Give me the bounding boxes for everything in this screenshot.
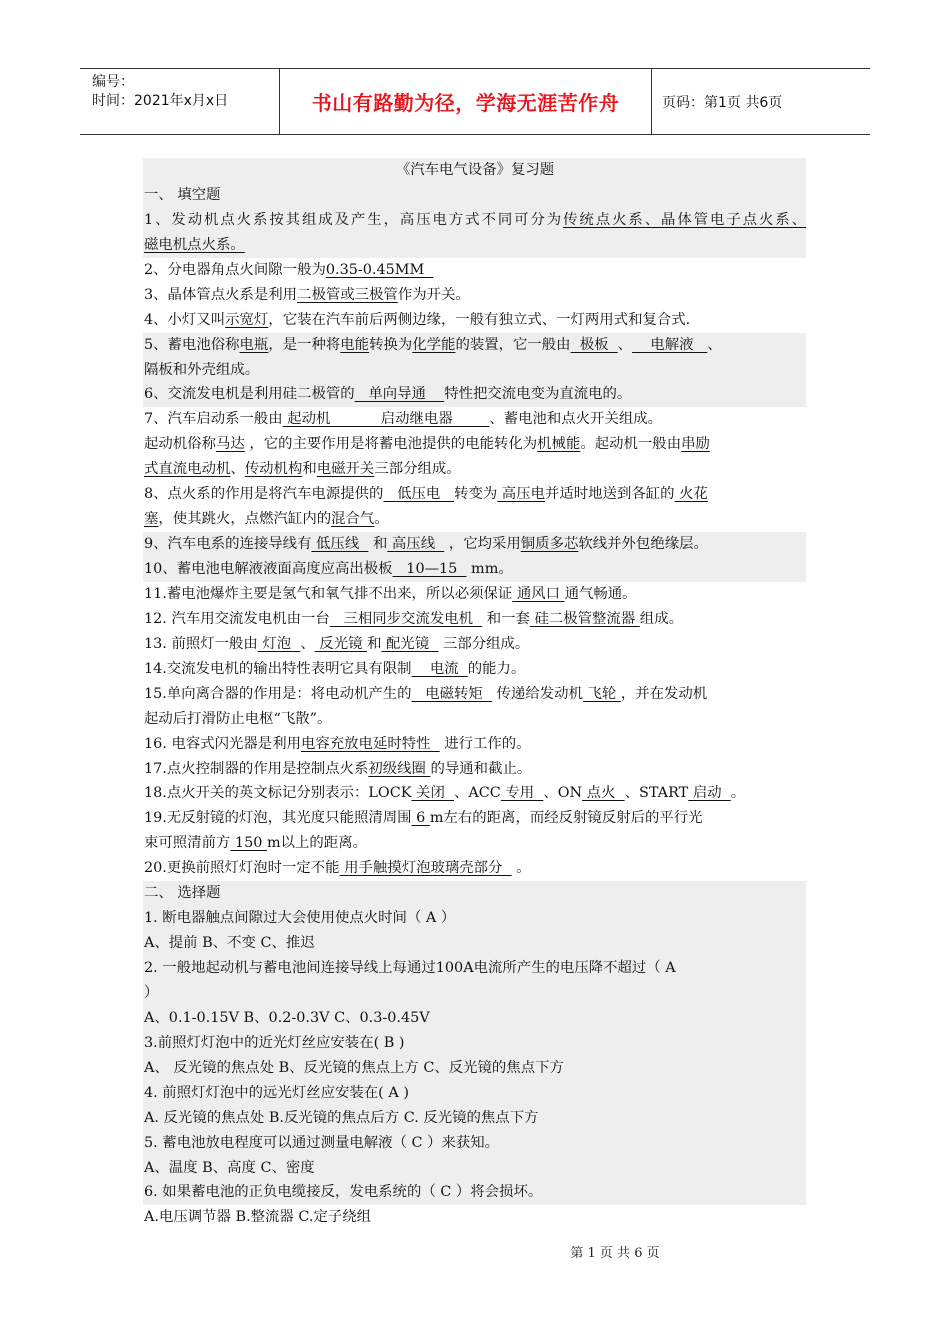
text-run: 作为开关。 [397, 286, 470, 303]
text-run: 并适时地送到各缸的 [544, 486, 675, 503]
text-line [143, 457, 806, 482]
text-run: 2、分电器角点火间隙一般为 [144, 261, 326, 278]
text-run: ，是一种将 [268, 336, 341, 353]
text-run: 、ON [543, 785, 583, 802]
answer-blank: 电容充放电延时特性 [300, 735, 440, 752]
text-run: 6、交流发电机是利用硅二极管的 [144, 386, 355, 403]
text-run: 。 [374, 511, 389, 528]
text-run: 19.无反射镜的灯泡，其光度只能照清周围 [144, 810, 412, 827]
text-line [143, 283, 806, 308]
text-line [143, 407, 806, 432]
text-line [143, 432, 806, 457]
text-run: 、 [707, 336, 722, 353]
text-run: 。 [730, 785, 746, 802]
text-line [143, 657, 806, 682]
text-run: 2. 一般地起动机与蓄电池间连接导线上每通过100A电流所产生的电压降不超过（ A [144, 960, 676, 976]
text-run: 的装置，它一般由 [455, 336, 571, 353]
answer-blank: 通风口 [512, 585, 565, 602]
answer-blank: 150 [230, 835, 267, 852]
text-run: 1. 断电器触点间隙过大会使用使点火时间（ A ） [144, 910, 456, 927]
answer-blank: 0.35-0.45MM [325, 261, 434, 278]
answer-blank: 传动机构 [244, 461, 303, 478]
answer-blank: 机械能 [537, 436, 581, 453]
answer-blank: 单向导通 [354, 386, 445, 403]
answer-blank: 示宽灯 [225, 311, 269, 328]
text-run: 5. 蓄电池放电程度可以通过测量电解液（ C ）来获知。 [144, 1134, 500, 1151]
answer-blank: 灯泡 [257, 635, 301, 652]
text-run: ，使其跳火，点燃汽缸内的 [158, 511, 332, 528]
text-run: 和一套 [482, 610, 530, 627]
text-run: mm。 [466, 561, 513, 577]
text-line [143, 906, 806, 931]
page-footer: 第 1 页 共 6 页 [570, 1246, 660, 1261]
answer-blank: 电解液 [632, 336, 708, 353]
text-line [143, 1006, 806, 1031]
text-run: 11.蓄电池爆炸主要是氢气和氧气排不出来，所以必须保证 [144, 585, 513, 602]
answer-blank: 三相同步交流发电机 [329, 610, 483, 627]
answer-blank: 启动 [688, 785, 731, 802]
text-run: 4、小灯又叫 [144, 311, 226, 328]
answer-blank: 高压电 [497, 486, 545, 503]
answer-blank: 点火 [582, 785, 625, 802]
text-line [143, 682, 806, 707]
text-run: m以上的距离。 [266, 835, 367, 852]
header-motto: 书山有路勤为径，学海无涯苦作舟 [280, 69, 652, 134]
text-run: ，并在发动机 [620, 685, 708, 702]
document-body [143, 158, 806, 1230]
text-run: 《汽车电气设备》复习题 [395, 162, 555, 178]
text-line [143, 1081, 806, 1106]
text-run: 1、发动机点火系按其组成及产生，高压电方式不同可分为 [144, 211, 564, 228]
text-run: 20.更换前照灯灯泡时一定不能 [144, 860, 340, 877]
text-run: 12. 汽车用交流发电机由一台 [144, 610, 330, 627]
answer-blank: 电磁开关 [316, 461, 375, 478]
text-run: ） [144, 984, 159, 1001]
answer-blank: 磁电机点火系。 [144, 236, 245, 253]
text-line [143, 532, 806, 557]
text-line [143, 358, 806, 383]
answer-blank: 硅二极管整流器 [529, 610, 640, 627]
text-line [143, 557, 806, 582]
text-run: 和 [302, 461, 317, 478]
text-run: 的导通和截止。 [430, 760, 532, 777]
text-line [143, 382, 806, 407]
text-line [143, 781, 806, 806]
text-line [143, 308, 806, 333]
answer-blank: 10—15 [392, 561, 467, 577]
text-run: 5、蓄电池俗称 [144, 336, 240, 353]
text-run: 起动后打滑防止电枢“飞散”。 [144, 710, 332, 727]
document-title [143, 158, 806, 183]
answer-blank: 火花 [674, 486, 708, 503]
text-line [143, 582, 806, 607]
answer-blank: 专用 [500, 785, 544, 802]
text-run: 一、 填空题 [144, 186, 221, 203]
text-run: 软线并外包绝缘层。 [578, 536, 708, 553]
text-run: 隔板和外壳组成。 [144, 361, 260, 378]
text-run: 通气畅通。 [564, 585, 637, 602]
serial-label: 编号： [92, 74, 134, 90]
text-run: A、 反光镜的焦点处 B、反光镜的焦点上方 C、反光镜的焦点下方 [144, 1059, 564, 1076]
answer-blank: 极板 [570, 336, 618, 353]
answer-blank: 飞轮 [582, 685, 621, 702]
text-run: 、 [617, 336, 633, 353]
answer-blank: 电瓶 [239, 336, 269, 353]
answer-blank: 用手触摸灯泡玻璃壳部分 [339, 860, 512, 877]
answer-blank: 塞 [144, 511, 159, 528]
text-line [143, 1106, 806, 1131]
text-run: 。 [511, 860, 531, 877]
text-run: 转换为 [369, 336, 413, 353]
text-line [143, 707, 806, 732]
answer-blank: 电流 [411, 660, 468, 677]
answer-blank: 式直流电动机 [144, 461, 231, 478]
answer-blank: 起动机 启动继电器 [282, 411, 490, 428]
text-run: 特性把交流电变为直流电的。 [444, 386, 632, 403]
text-run: 的能力。 [467, 660, 526, 677]
text-line [143, 1056, 806, 1081]
answer-blank: 电能 [340, 336, 370, 353]
text-run: A. 反光镜的焦点处 B.反光镜的焦点后方 C. 反光镜的焦点下方 [144, 1109, 539, 1126]
text-line [143, 233, 806, 258]
text-run: 和 [368, 536, 388, 553]
text-run: 束可照清前方 [144, 835, 231, 852]
answer-blank: 二极管或三极管 [297, 286, 398, 303]
answer-blank: 关闭 [411, 785, 454, 802]
text-line [143, 981, 806, 1006]
text-line [143, 931, 806, 956]
answer-blank: 低压电 [383, 486, 455, 503]
text-line [143, 732, 806, 757]
answer-blank: 初级线圈 [368, 760, 431, 777]
text-line [143, 607, 806, 632]
text-run: 16. 电容式闪光器是利用 [144, 735, 301, 752]
text-line [143, 482, 806, 507]
answer-blank: 混合气 [331, 511, 375, 528]
answer-blank: 串励 [681, 436, 710, 453]
answer-blank: 电磁转矩 [411, 685, 492, 702]
text-line [143, 757, 806, 782]
text-run: 4. 前照灯灯泡中的远光灯丝应安装在( A ) [144, 1084, 409, 1101]
answer-blank: 高压线 [387, 536, 445, 553]
answer-blank: 6 [411, 810, 430, 827]
text-run: 3.前照灯灯泡中的近光灯丝应安装在( B ) [144, 1034, 405, 1051]
answer-blank: 传统点火系、晶体管电子点火系、 [563, 211, 806, 228]
text-run: 3、晶体管点火系是利用 [144, 286, 298, 303]
text-run: 9、汽车电系的连接导线有 [144, 536, 312, 553]
answer-blank: 反光镜 [314, 635, 368, 652]
text-run: A、提前 B、不变 C、推迟 [144, 935, 315, 952]
text-run: 、 [300, 635, 315, 652]
text-line [143, 881, 806, 906]
text-line [143, 806, 806, 831]
text-run: 、 [230, 461, 245, 478]
text-line [143, 183, 806, 208]
answer-blank: 化学能 [412, 336, 456, 353]
text-run: 进行工作的。 [439, 735, 531, 752]
text-run: A、温度 B、高度 C、密度 [144, 1159, 315, 1176]
text-run: 二、 选择题 [144, 885, 221, 902]
text-run: 。起动机一般由 [580, 436, 682, 453]
text-line [143, 632, 806, 657]
text-run: m左右的距离，而经反射镜反射后的平行光 [429, 810, 703, 827]
text-line [143, 333, 806, 358]
text-run: 和 [367, 635, 382, 652]
text-line [143, 1180, 806, 1205]
text-run: 14.交流发电机的输出特性表明它具有限制 [144, 660, 412, 677]
answer-blank: 铜质多芯 [520, 536, 579, 553]
answer-blank: 马达 [215, 436, 245, 453]
text-run: 三部分组成。 [374, 461, 461, 478]
text-line [143, 1031, 806, 1056]
text-run: 18.点火开关的英文标记分别表示：LOCK [144, 785, 412, 802]
text-line [143, 856, 806, 881]
text-line [143, 831, 806, 856]
text-run: 13. 前照灯一般由 [144, 635, 258, 652]
text-run: 15.单向离合器的作用是：将电动机产生的 [144, 685, 412, 702]
text-line [143, 258, 806, 283]
text-line [143, 1205, 806, 1230]
text-line [143, 1131, 806, 1156]
text-run: 、ACC [454, 785, 501, 802]
text-run: ，它均采用 [444, 536, 521, 553]
text-run: 、蓄电池和点火开关组成。 [489, 411, 663, 428]
text-run: 8、点火系的作用是将汽车电源提供的 [144, 486, 384, 503]
text-line [143, 1156, 806, 1181]
text-run: A.电压调节器 B.整流器 C.定子绕组 [144, 1209, 372, 1226]
answer-blank: 配光镜 [381, 635, 439, 652]
header-page-label: 页码：第1页 共6页 [662, 94, 783, 111]
text-run: 、START [624, 785, 689, 802]
text-run: 17.点火控制器的作用是控制点火系 [144, 760, 369, 777]
text-line [143, 507, 806, 532]
date-label: 时间：2021年x月x日 [92, 93, 229, 109]
text-run: 6. 如果蓄电池的正负电缆接反，发电系统的（ C ）将会损坏。 [144, 1184, 543, 1201]
text-run: A、0.1-0.15V B、0.2-0.3V C、0.3-0.45V [144, 1009, 430, 1026]
text-line [143, 956, 806, 981]
text-run: 转变为 [454, 486, 498, 503]
answer-blank: 低压线 [311, 536, 369, 553]
document-header [80, 68, 870, 135]
text-run: ，它装在汽车前后两侧边缘，一般有独立式、一灯两用式和复合式. [268, 311, 691, 328]
header-meta [80, 69, 280, 134]
text-run: 起动机俗称 [144, 436, 216, 453]
text-run: 10、蓄电池电解液液面高度应高出极板 [144, 561, 393, 577]
text-run: 三部分组成。 [438, 635, 530, 652]
text-run: 组成。 [639, 610, 683, 627]
text-run: 传递给发动机 [491, 685, 583, 702]
text-line [143, 208, 806, 233]
text-run: 7、汽车启动系一般由 [144, 411, 283, 428]
text-run: ，它的主要作用是将蓄电池提供的电能转化为 [244, 436, 538, 453]
